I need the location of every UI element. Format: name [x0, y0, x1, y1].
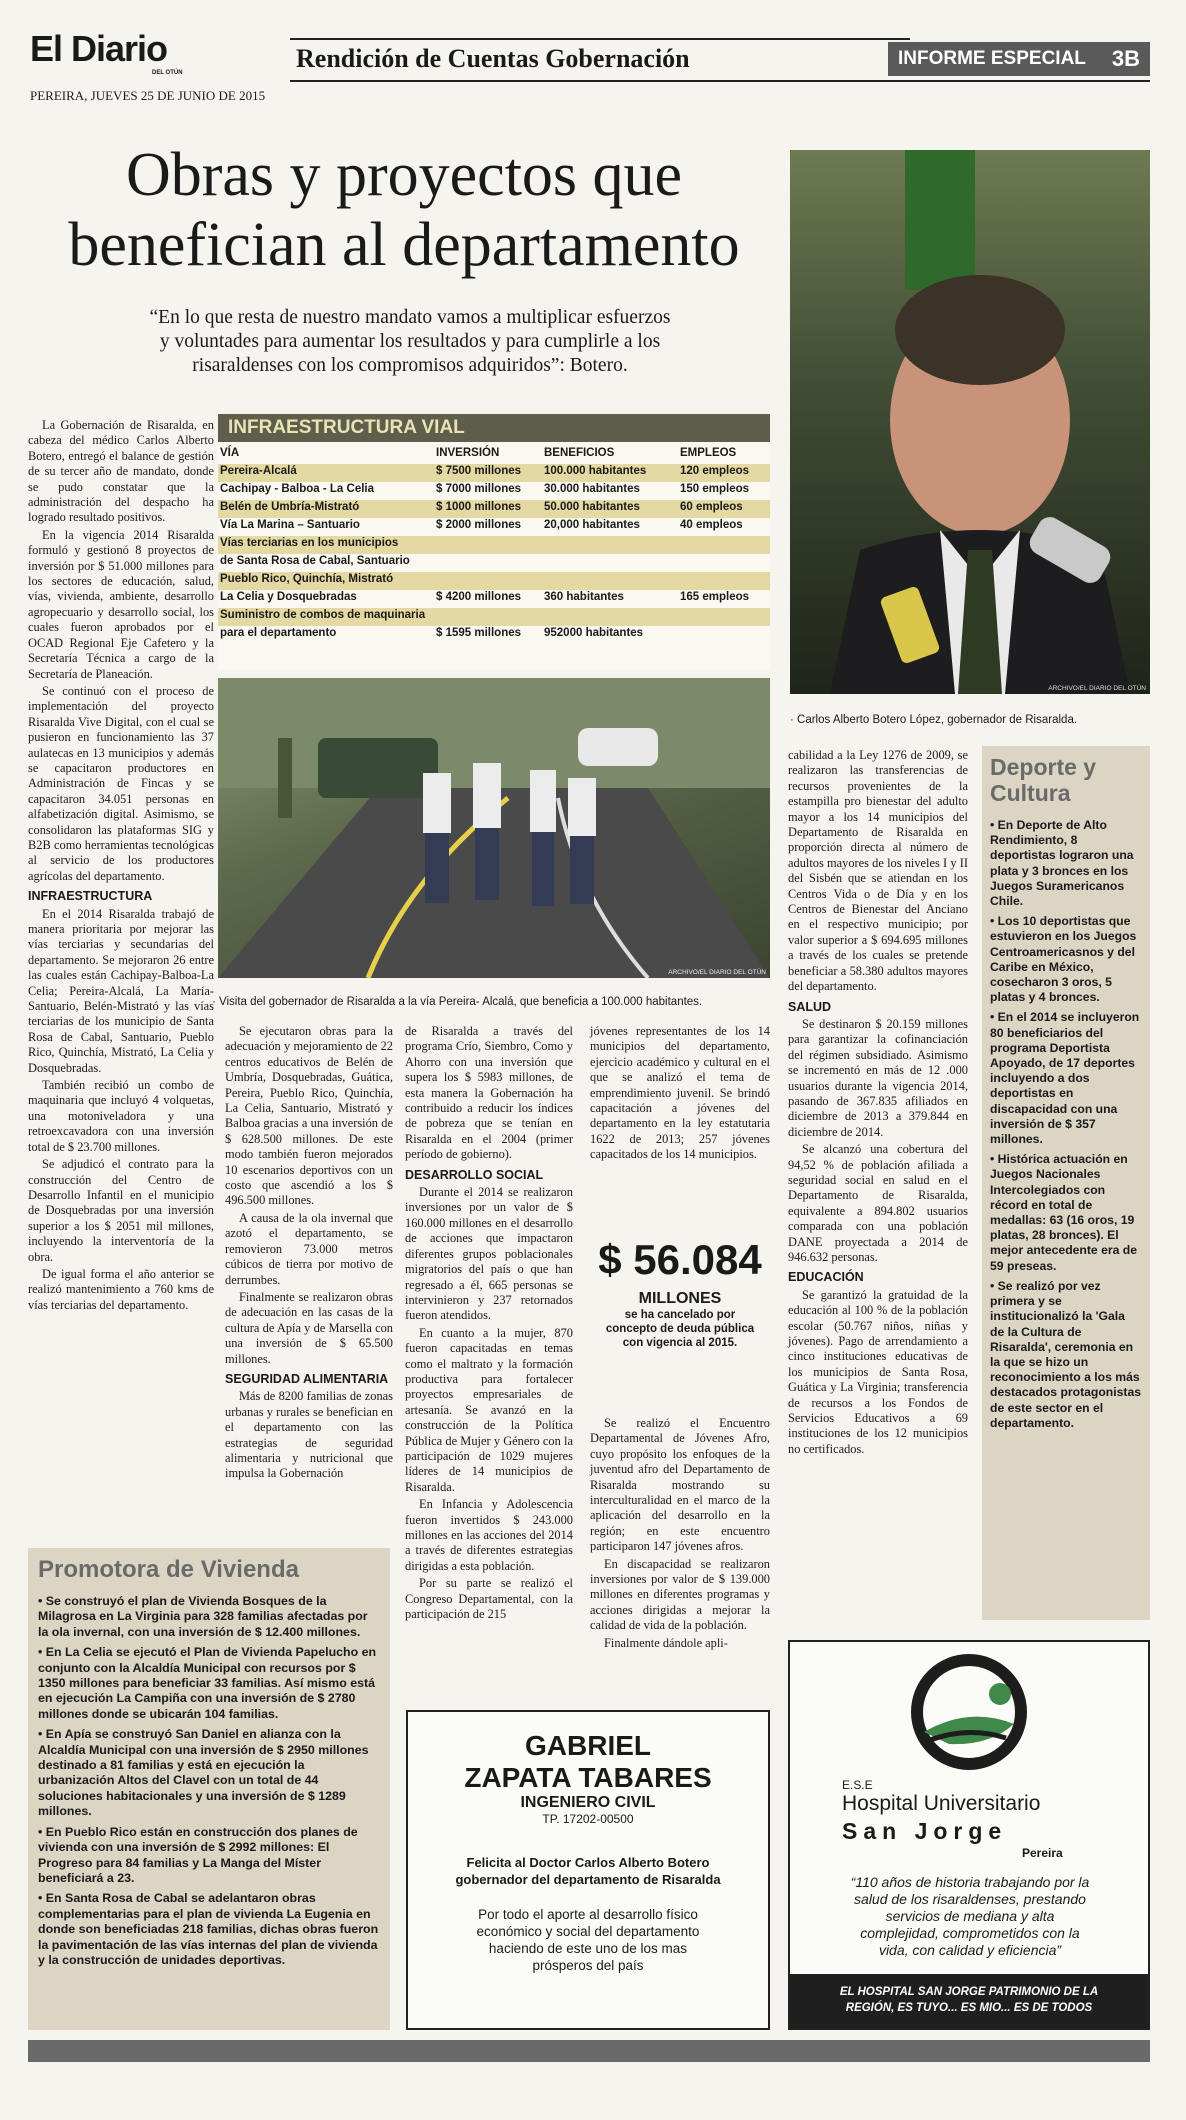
- list-item: • En Santa Rosa de Cabal se adelantaron obras complementarias para el plan de vivienda La Eugenia en donde son beneficiadas 218 familias, dichas obras fueron la pavimentación de las vías internas del plan de vivienda y la construcción de unidades deportivas.: [38, 1891, 379, 1967]
- road-photo-caption: · Visita del gobernador de Risaralda a la vía Pereira- Alcalá, que beneficia a 100.000 habitantes.: [212, 996, 703, 1008]
- cell: Suministro de combos de maquinaria: [218, 608, 434, 626]
- section-heading-salud: SALUD: [788, 999, 832, 1014]
- quote-line: y voluntades para aumentar los resultados y para cumplirle a los: [159, 331, 661, 352]
- cell: [678, 626, 770, 644]
- ad-message: [408, 1906, 768, 1974]
- column-header: BENEFICIOS: [544, 447, 615, 459]
- table-row: [218, 608, 770, 626]
- section-title: Rendición de Cuentas Gobernación: [296, 44, 690, 73]
- cell: [434, 608, 542, 626]
- list-item: • Los 10 deportistas que estuvieron en los Juegos Centroamericasnos y del Caribe en México, cosecharon 3 oros, 5 platas y 4 bronces.: [990, 914, 1137, 1005]
- paragraph: Se continuó con el proceso de implementación del proyecto Risaralda Vive Digital, con el cual se pusieron en funcionamiento las 37 aulatecas en 13 municipios y además se capacitaron productores en Administración de Fincas y se capacitaron 34.051 personas en alfabetización digital. Asimismo, se consolidaron las plataformas SIG y B2B como herramientas tecnológicas al servicio de los productores agrícolas del departamento.: [28, 683, 214, 883]
- portrait-credit: ARCHIVO/EL DIARIO DEL OTÚN: [1048, 685, 1146, 692]
- callout-line: con vigencia al 2015.: [622, 1337, 738, 1349]
- debt-callout: [590, 1236, 770, 1350]
- table-row: [218, 464, 770, 482]
- cell: $ 1595 millones: [436, 627, 522, 639]
- paragraph: Por su parte se realizó el Congreso Departamental, con la participación de 215: [405, 1576, 573, 1622]
- paragraph: Se alcanzó una cobertura del 94,52 % de población afiliada a seguridad social en salud en el Departamento de Risaralda, equivalente a 894.802 usuarios comparada con una población DANE proyectada a 2014 de 946.632 personas.: [788, 1142, 968, 1264]
- gabriel-zapata-ad[interactable]: [406, 1710, 770, 2030]
- cell: 165 empleos: [680, 591, 750, 603]
- callout-text: [590, 1308, 770, 1350]
- cell: para el departamento: [220, 627, 337, 639]
- callout-line: concepto de deuda pública: [605, 1323, 755, 1335]
- cell: 360 habitantes: [544, 591, 624, 603]
- column-header: INVERSIÓN: [436, 447, 500, 459]
- cell: 50.000 habitantes: [542, 500, 678, 518]
- portrait-illustration: [790, 150, 1150, 694]
- ad-name-line: ZAPATA TABARES: [464, 1762, 712, 1793]
- list-item: • En Pueblo Rico están en construcción dos planes de vivienda con una inversión de $ 2992 millones: El Progreso para 84 familias y La Manga del Míster beneficiará a 23.: [38, 1824, 358, 1885]
- column-3: [405, 1024, 573, 1624]
- cell: [678, 554, 770, 572]
- cell: 952000 habitantes: [544, 627, 644, 639]
- paragraph: En Infancia y Adolescencia fueron invertidos $ 243.000 millones en las acciones del 2014 a través de diferentes estrategias dirigidas a esta población.: [405, 1497, 573, 1573]
- list-item: • En La Celia se ejecutó el Plan de Vivienda Papelucho en conjunto con la Alcaldía Municipal con recursos por $ 1350 millones para beneficiar 33 familias. Así mismo está en ejecución La Campiña con una inversión de $ 2780 millones donde se ubicarán 104 familias.: [38, 1645, 377, 1721]
- cell: [542, 536, 678, 554]
- cell: $ 7000 millones: [436, 483, 522, 495]
- hospital-quote-line: servicios de mediana y alta: [885, 1908, 1055, 1924]
- headline-line: benefician al departamento: [68, 211, 740, 279]
- list-item: • En el 2014 se incluyeron 80 beneficiarios del programa Deportista Apoyado, de 17 deportes incluyendo a dos deportistas en discapacidad con una inversión de $ 357 millones.: [990, 1010, 1140, 1147]
- governor-portrait-photo[interactable]: [790, 150, 1150, 694]
- section-tag: [888, 42, 1150, 76]
- hospital-footer: [790, 1974, 1148, 2028]
- paragraph: En la vigencia 2014 Risaralda formuló y gestionó 8 proyectos de inversión por $ 51.000 millones para los sectores de educación, salud, vías, vivienda, ambiente, desarrollo agropecuario y desarrollo social, los cuales fueron aprobados por el OCAD Regional Eje Cafetero y la Secretaría Técnica a cargo de la Secretaría de Planeación.: [28, 527, 214, 681]
- deporte-cultura-box: [982, 746, 1150, 1620]
- section-heading-desarrollo-social: DESARROLLO SOCIAL: [405, 1167, 544, 1182]
- list-item: • En Deporte de Alto Rendimiento, 8 deportistas lograron una plata y 3 bronces en los Juegos Suramericanos Chile.: [990, 818, 1134, 909]
- pull-quote: [40, 306, 780, 378]
- column-4: [590, 1024, 770, 1165]
- cell: 100.000 habitantes: [542, 464, 678, 482]
- ad-name: [408, 1730, 768, 1794]
- cell: 120 empleos: [678, 464, 770, 482]
- callout-line: se ha cancelado por: [624, 1309, 736, 1321]
- cell: $ 1000 millones: [434, 500, 542, 518]
- quote-line: “En lo que resta de nuestro mandato vamos a multiplicar esfuerzos: [149, 307, 671, 328]
- cell: Vías terciarias en los municipios: [218, 536, 434, 554]
- road-photo-credit: ARCHIVO/EL DIARIO DEL OTÚN: [668, 969, 766, 976]
- paragraph: Se ejecutaron obras para la adecuación y mejoramiento de 22 centros educativos de Belén de Umbría, Dosquebradas, Guática, Pereira, Pueblo Rico, Quinchía, La Celia, Santuario, Mistrató y Balboa gracias a una inversión de $ 628.500 millones. De este modo también fueron mejorados 10 escenarios deportivos con un costo que ascendió a los $ 496.500 millones.: [225, 1024, 393, 1208]
- list-item: • Se construyó el plan de Vivienda Bosques de la Milagrosa en La Virginia para 328 familias afectadas por la ola invernal, con una inversión de $ 12.400 millones.: [38, 1594, 368, 1639]
- infra-table-box: [218, 414, 770, 670]
- list-item: • En Apía se construyó San Daniel en alianza con la Alcaldía Municipal con una inversión de $ 2950 millones destinado a 81 familias y está en ejecución la urbanización Altos del Clavel con un total de 44 soluciones habitacionales y una inversión de $ 1289 millones.: [38, 1727, 369, 1819]
- section-tag-label: INFORME ESPECIAL: [898, 48, 1086, 69]
- deporte-title: [990, 754, 1142, 806]
- cell: [678, 572, 770, 590]
- hospital-name-2: San Jorge: [842, 1818, 1008, 1844]
- hospital-quote: [800, 1874, 1140, 1959]
- paragraph: También recibió un combo de maquinaria que incluyó 4 volquetas, una motoniveladora y una retroexcavadora con una inversión total de $ 23.700 millones.: [28, 1078, 214, 1154]
- paragraph: Se realizó el Encuentro Departamental de Jóvenes Afro, cuyo propósito los enfoques de la juventud afro del Departamento de Risaralda mostrando su interculturalidad en el marco de la aplicación del desarrollo en la región; en este encuentro participaron 147 jóvenes afros.: [590, 1416, 770, 1554]
- column-4-cont: [590, 1416, 770, 1653]
- road-illustration: [218, 678, 770, 978]
- paragraph: La Gobernación de Risaralda, en cabeza del médico Carlos Alberto Botero, entregó el balance de gestión de su tercer año de mandato, donde se pudo constatar que la administración del despacho ha logrado resultado positivos.: [28, 418, 214, 525]
- cell: 30.000 habitantes: [544, 483, 640, 495]
- paragraph: Finalmente dándole apli-: [604, 1635, 728, 1650]
- paragraph: De igual forma el año anterior se realizó mantenimiento a 760 kms de vías terciarias del departamento.: [28, 1266, 214, 1312]
- box-title-line: Deporte y: [990, 754, 1097, 780]
- paragraph: En discapacidad se realizaron inversiones por valor de $ 139.000 millones en diferentes programas y acciones dirigidas a mejorar la calidad de vida de la población.: [590, 1556, 770, 1633]
- paragraph: Se adjudicó el contrato para la construcción del Centro de Desarrollo Infantil en el municipio de Dosquebradas por una inversión superior a los $ 2051 mil millones, incluyendo la interventoría de la obra.: [28, 1157, 214, 1264]
- vivienda-title: Promotora de Vivienda: [38, 1556, 299, 1583]
- ad-congrats-line: gobernador del departamento de Risaralda: [455, 1872, 721, 1887]
- cell: Pueblo Rico, Quinchía, Mistrató: [218, 572, 434, 590]
- cell: [434, 572, 542, 590]
- section-heading-educacion: EDUCACIÓN: [788, 1270, 864, 1285]
- cell: 60 empleos: [678, 500, 770, 518]
- table-header-row: [218, 446, 770, 464]
- cell: [542, 554, 678, 572]
- list-item: • Se realizó por vez primera y se institucionalizó la 'Gala de la Cultura de Risaralda', ceremonia en la que se hizo un reconocimiento a los más destacados protagonistas de este sector en el departamento.: [990, 1278, 1142, 1430]
- paragraph: de Risaralda a través del programa Crío, Siembro, Como y Ahorro con una inversión que supera los $ 5983 millones, de esta manera la Gobernación ha contribuido a reducir los índices de pobreza que se tenían en Risaralda en el 2004 (primer período de gobierno).: [405, 1024, 573, 1162]
- section-heading-seguridad: SEGURIDAD ALIMENTARIA: [225, 1371, 389, 1386]
- paragraph: Finalmente se realizaron obras de adecuación en las casas de la cultura de Apía y de Marsella con una inversión de $ 65.500 millones.: [225, 1289, 393, 1366]
- table-row: [218, 554, 770, 572]
- table-row: [218, 518, 770, 536]
- headline: [28, 140, 780, 280]
- road-visit-photo[interactable]: [218, 678, 770, 978]
- hospital-quote-line: complejidad, comprometidos con la: [860, 1925, 1080, 1941]
- paragraph: En cuanto a la mujer, 870 fueron capacitadas en temas como el maltrato y la formación productiva para fortalecer proyectos empresariales de artesanía. Se avanzó en la construcción de la Política Pública de Mujer y Género con la participación de 1029 mujeres líderes de 14 municipios de Risaralda.: [405, 1325, 573, 1494]
- ad-congrats: [408, 1854, 768, 1888]
- infra-table-title: INFRAESTRUCTURA VIAL: [218, 414, 770, 442]
- paragraph: A causa de la ola invernal que azotó el departamento, se removieron 73.000 metros cúbicos de tierra por motivo de derrumbes.: [225, 1210, 393, 1287]
- hospital-ese: E.S.E: [842, 1778, 873, 1792]
- cell: [434, 536, 542, 554]
- cell: $ 7500 millones: [434, 464, 542, 482]
- newspaper-logo[interactable]: El Diario: [30, 28, 168, 69]
- ad-tp: TP. 17202-00500: [542, 1812, 634, 1826]
- cell: 150 empleos: [680, 483, 750, 495]
- portrait-caption: · Carlos Alberto Botero López, gobernador de Risaralda.: [790, 714, 1078, 726]
- hospital-logo-icon: [894, 1654, 1044, 1774]
- hospital-san-jorge-ad[interactable]: [788, 1640, 1150, 2030]
- hospital-quote-line: vida, con calidad y eficiencia”: [878, 1942, 1062, 1958]
- section-heading-infraestructura: INFRAESTRUCTURA: [28, 889, 153, 904]
- hospital-quote-line: salud de los risaraldenses, prestando: [854, 1891, 1086, 1907]
- cell: Vía La Marina – Santuario: [220, 519, 360, 531]
- ad-message-line: económico y social del departamento: [476, 1924, 700, 1939]
- ad-name-line: GABRIEL: [525, 1730, 651, 1761]
- infra-table: [218, 446, 770, 644]
- ad-message-line: Por todo el aporte al desarrollo físico: [478, 1907, 698, 1922]
- table-row: [218, 536, 770, 554]
- vivienda-box: [28, 1548, 390, 2030]
- cell: La Celia y Dosquebradas: [220, 591, 357, 603]
- masthead-rule: [290, 38, 910, 40]
- cell: 40 empleos: [680, 519, 743, 531]
- paragraph: cabilidad a la Ley 1276 de 2009, se realizaron las transferencias de recursos provenientes de la estampilla pro bienestar del adulto mayor a los 14 municipios del Departamento de Risaralda en proporción directa al número de adultos mayores de los niveles I y II del Sisbén que se atiendan en los Centros Vida o de Día y en los Centros de Bienestar del Anciano en el respectivo municipio; por valor superior a $ 694.695 millones a través de los cuales se pretende beneficiar a 58.380 adultos mayores del departamento.: [788, 748, 968, 994]
- box-title-line: Cultura: [990, 780, 1071, 806]
- ad-message-line: haciendo de este uno de los mas: [488, 1941, 688, 1956]
- cell: de Santa Rosa de Cabal, Santuario: [220, 555, 410, 567]
- cell: [542, 572, 678, 590]
- table-row: [218, 626, 770, 644]
- cell: 20,000 habitantes: [544, 519, 640, 531]
- hospital-city: Pereira: [1022, 1846, 1063, 1860]
- cell: $ 2000 millones: [436, 519, 522, 531]
- cell: [678, 608, 770, 626]
- ad-profession: INGENIERO CIVIL: [520, 1794, 656, 1811]
- hospital-footer-line: REGIÓN, ES TUYO... ES MIO... ES DE TODOS: [845, 2002, 1093, 2014]
- table-row: [218, 500, 770, 518]
- list-item: • Histórica actuación en Juegos Nacionales Intercolegiados con récord en total de medallas: 63 (16 oros, 19 platas, 28 bronces). El mejor antecedente era de 59 preseas.: [990, 1152, 1137, 1273]
- masthead-rule-bottom: [290, 80, 1150, 82]
- paragraph: Se garantizó la gratuidad de la educación al 100 % de la población escolar (50.767 niños, niñas y jóvenes). Pago de arrendamiento a cinco instituciones educativas de los municipios de Santa Rosa, Guática y La Virginia; transferencia de recursos a los Fondos de Servicios Educativos a 69 instituciones de los 12 municipios no certificados.: [788, 1287, 968, 1456]
- paragraph: Más de 8200 familias de zonas urbanas y rurales se benefician en el departamento con las estrategias de seguridad alimentaria y nutricional que impulsa la Gobernación: [225, 1389, 393, 1481]
- callout-unit: MILLONES: [638, 1290, 722, 1307]
- headline-line: Obras y proyectos que: [125, 141, 683, 209]
- masthead: [28, 28, 1150, 103]
- ad-congrats-line: Felicita al Doctor Carlos Alberto Botero: [466, 1855, 710, 1870]
- deporte-bullets: [990, 818, 1142, 1431]
- cell: [434, 554, 542, 572]
- hospital-footer-line: EL HOSPITAL SAN JORGE PATRIMONIO DE LA: [839, 1986, 1099, 1998]
- table-row: [218, 482, 770, 500]
- page-number: 3B: [1111, 46, 1140, 71]
- column-2: [225, 1024, 393, 1484]
- column-header: EMPLEOS: [680, 447, 737, 459]
- cell: [542, 608, 678, 626]
- cell: Belén de Umbría-Mistrató: [218, 500, 434, 518]
- cell: Pereira-Alcalá: [218, 464, 434, 482]
- callout-amount: $ 56.084: [598, 1236, 762, 1283]
- cell: $ 4200 millones: [436, 591, 522, 603]
- column-header: VÍA: [220, 447, 240, 459]
- quote-line: risaraldenses con los compromisos adquiridos”: Botero.: [192, 355, 628, 376]
- hospital-name-1: Hospital Universitario: [842, 1792, 1041, 1815]
- vivienda-bullets: [38, 1594, 380, 1968]
- hospital-quote-line: “110 años de historia trabajando por la: [850, 1874, 1090, 1890]
- column-intro: [28, 418, 214, 1315]
- cell: Cachipay - Balboa - La Celia: [220, 483, 375, 495]
- cell: [678, 536, 770, 554]
- bottom-bar: [28, 2040, 1150, 2062]
- table-row: [218, 590, 770, 608]
- table-row: [218, 572, 770, 590]
- paragraph: Durante el 2014 se realizaron inversiones por un valor de $ 160.000 millones en el desarrollo de acciones que impactaron diferentes grupos poblacionales migratorios del país o que han regresado a él, 665 personas se intervinieron y 237 retornados fueron atendidos.: [405, 1185, 573, 1323]
- newspaper-logo-sub: DEL OTÚN: [152, 70, 183, 76]
- ad-message-line: prósperos del país: [532, 1958, 644, 1973]
- paragraph: Se destinaron $ 20.159 millones para garantizar la cofinanciación del régimen subsidiado. Asimismo se incrementó en más de 12 .000 usuarios durante la vigencia 2014, pasando de 367.835 afiliados en diciembre de 2013 a 379.844 en diciembre de 2014.: [788, 1016, 968, 1139]
- dateline: PEREIRA, JUEVES 25 DE JUNIO DE 2015: [30, 88, 266, 103]
- paragraph: jóvenes representantes de los 14 municipios del departamento, ejercicio académico y cultural en el que se analizó el tema de emprendimiento juvenil. Se brindó capacitación a jóvenes del departamento en la ley estatutaria 1622 de 2013; 257 jóvenes capacitados de los 14 municipios.: [590, 1024, 770, 1162]
- paragraph: En el 2014 Risaralda trabajó de manera prioritaria por mejorar las vías terciarias y secundarias del departamento. Se mejoraron 26 entre las cuales están Cachipay-Balboa-La Celia; Pereira-Alcalá, La María-Santuario, Belén-Mistrató y las vías terciarias de los municipio de Santa Rosa de Cabal, Santuario, Pueblo Rico, Quinchía, Mistrató, La Celia y Dosquebradas.: [28, 906, 214, 1075]
- column-5: [788, 748, 968, 1459]
